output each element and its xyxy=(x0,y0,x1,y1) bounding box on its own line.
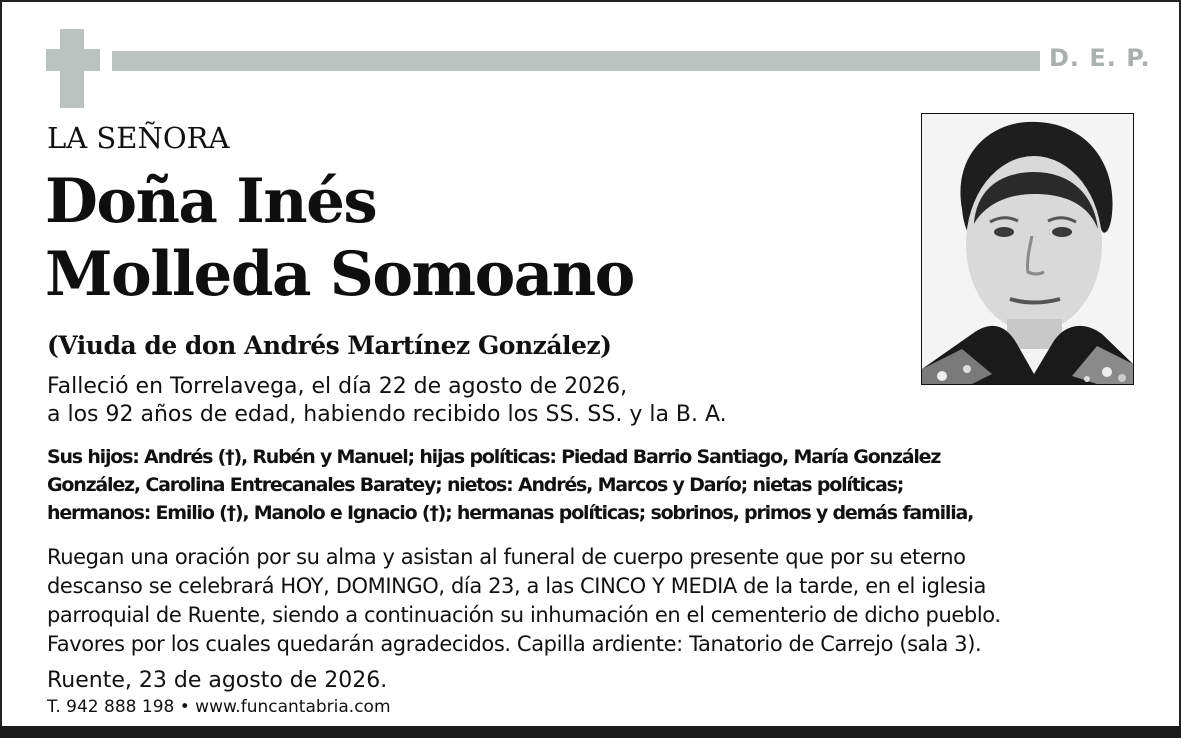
name-line-2: Molleda Somoano xyxy=(45,239,634,310)
name-line-1: Doña Inés xyxy=(45,166,377,237)
death-line: Falleció en Torrelavega, el día 22 de agosto de 2026, xyxy=(47,374,628,399)
family-list xyxy=(47,443,1127,527)
widow-of: (Viuda de don Andrés Martínez González) xyxy=(47,331,612,360)
honorific: LA SEÑORA xyxy=(47,121,230,155)
place-date: Ruente, 23 de agosto de 2026. xyxy=(47,668,388,693)
portrait-image xyxy=(922,114,1133,384)
header-rule xyxy=(112,51,1040,71)
death-line: a los 92 años de edad, habiendo recibido los SS. SS. y la B. A. xyxy=(47,402,727,427)
family-line: González, Carolina Entrecanales Baratey; nietos: Andrés, Marcos y Darío; nietas políticas; xyxy=(47,474,904,496)
family-line: Sus hijos: Andrés (†), Rubén y Manuel; hijas políticas: Piedad Barrio Santiago, María González xyxy=(47,446,941,468)
dep-label: D. E. P. xyxy=(1049,44,1151,72)
service-line: parroquial de Ruente, siendo a continuación su inhumación en el cementerio de dicho pueblo. xyxy=(47,603,1001,627)
deceased-name xyxy=(45,165,634,311)
service-line: descanso se celebrará HOY, DOMINGO, día 23, a las CINCO Y MEDIA de la tarde, en el iglesia xyxy=(47,574,986,598)
bottom-border xyxy=(0,726,1181,738)
contact-info: T. 942 888 198 • www.funcantabria.com xyxy=(47,697,391,717)
death-details xyxy=(47,373,727,429)
service-details xyxy=(47,543,1001,659)
service-line: Favores por los cuales quedarán agradecidos. Capilla ardiente: Tanatorio de Carrejo (sala 3). xyxy=(47,632,982,656)
family-line: hermanos: Emilio (†), Manolo e Ignacio (†); hermanas políticas; sobrinos, primos y demás familia, xyxy=(47,502,974,524)
portrait-photo xyxy=(921,113,1134,385)
service-line: Ruegan una oración por su alma y asistan al funeral de cuerpo presente que por su eterno xyxy=(47,545,966,569)
